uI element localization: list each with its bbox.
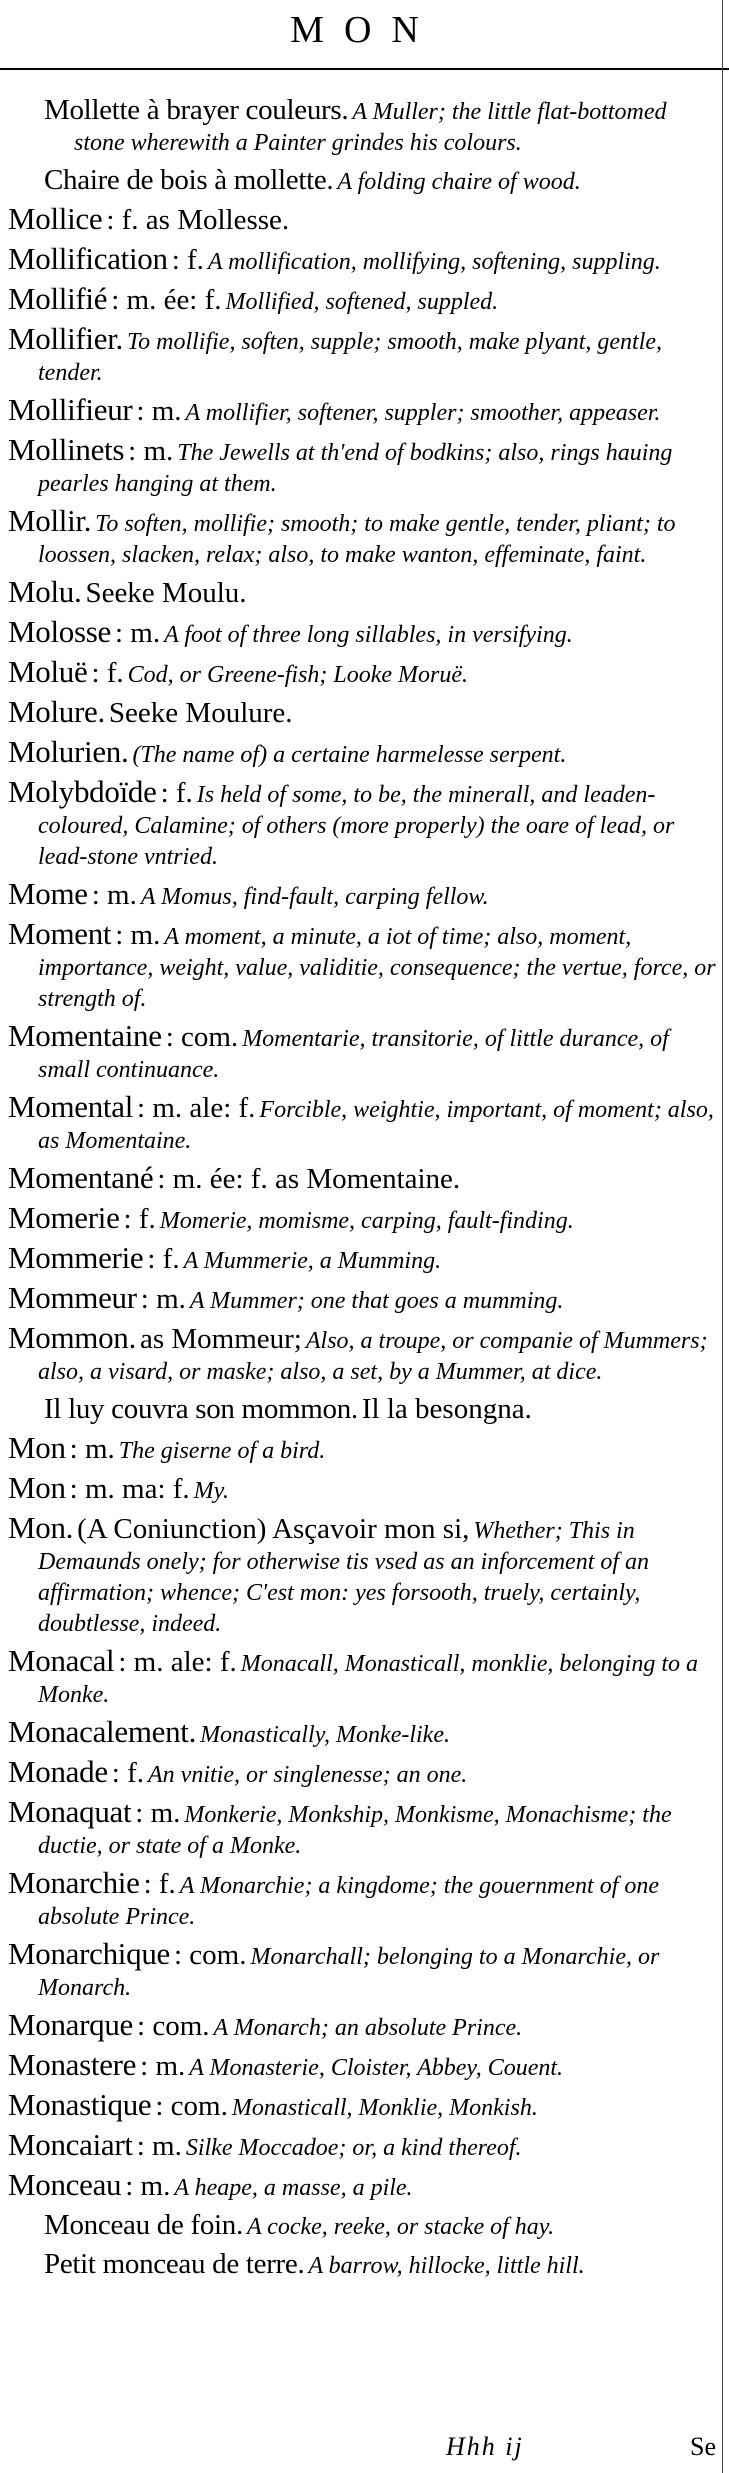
entry-definition: A Monarchie; a kingdome; the gouernment of one absolute Prince. — [38, 1873, 660, 1930]
dictionary-entry — [8, 1794, 720, 1863]
entry-list — [8, 96, 720, 2289]
entry-headword: Monacalement. — [8, 1714, 197, 1749]
entry-headword: Mollir. — [8, 503, 92, 538]
entry-definition: Whether; This in Demaunds onely; for otherwise tis vsed as an inforcement of an affirmation; whence; C'est mon: yes forsooth, truely, certainly, doubtlesse, indeed. — [38, 1518, 650, 1637]
dictionary-entry — [8, 2087, 720, 2125]
entry-headword: Molu. — [8, 574, 82, 609]
dictionary-entry — [8, 774, 720, 874]
entry-definition: Monacall, Monasticall, monklie, belonging to a Monke. — [38, 1651, 699, 1708]
entry-headword: Il luy couvra son mommon. — [44, 1393, 358, 1425]
entry-headword: Momerie — [8, 1200, 120, 1235]
entry-grammar: : m. — [114, 617, 161, 649]
entry-headword: Monarque — [8, 2007, 134, 2042]
dictionary-entry — [8, 392, 720, 430]
entry-definition: A cocke, reeke, or stacke of hay. — [246, 2214, 555, 2240]
entry-headword: Monade — [8, 1754, 108, 1789]
entry-grammar: : m. — [125, 2170, 171, 2202]
entry-headword: Moncaiart — [8, 2127, 133, 2162]
entry-headword: Molosse — [8, 614, 111, 649]
entry-definition: To soften, mollifie; smooth; to make gentle, tender, pliant; to loossen, slacken, relax; also, to make wanton, effeminate, faint. — [38, 511, 676, 568]
entry-definition: (The name of) a certaine harmelesse serpent. — [132, 742, 567, 768]
entry-definition: A Monasterie, Cloister, Abbey, Couent. — [189, 2055, 564, 2081]
entry-grammar: : m. ale: f. — [118, 1646, 237, 1678]
dictionary-entry — [8, 281, 720, 319]
dictionary-entry — [8, 1754, 720, 1792]
entry-grammar: : m. — [135, 1797, 181, 1829]
entry-headword: Molybdoïde — [8, 774, 157, 809]
catchword: Se — [690, 2432, 716, 2461]
entry-definition: An vnitie, or singlenesse; an one. — [148, 1762, 468, 1788]
dictionary-entry — [8, 2007, 720, 2045]
entry-grammar: : com. — [155, 2090, 228, 2122]
entry-headword: Mollice — [8, 201, 103, 236]
entry-definition: My. — [193, 1478, 230, 1504]
entry-headword: Monarchie — [8, 1865, 140, 1900]
entry-definition: Monkerie, Monkship, Monkisme, Monachisme; the ductie, or state of a Monke. — [38, 1802, 672, 1859]
entry-definition: A moment, a minute, a iot of time; also, moment, importance, weight, value, validitie, consequence; the vertue, force, or strength of. — [38, 924, 716, 1012]
dictionary-entry — [8, 1510, 720, 1641]
entry-headword: Moment — [8, 916, 112, 951]
entry-definition: Cod, or Greene-fish; Looke Moruë. — [127, 662, 469, 688]
entry-grammar: : m. — [140, 2050, 186, 2082]
entry-grammar: : m. — [140, 1283, 186, 1315]
entry-definition: A Mummer; one that goes a mumming. — [189, 1288, 564, 1314]
entry-definition: Monarchall; belonging to a Monarchie, or Monarch. — [38, 1944, 660, 2001]
entry-grammar: Seeke Moulu. — [85, 577, 247, 609]
entry-definition: Is held of some, to be, the minerall, and leaden-coloured, Calamine; of others (more properly) the oare of lead, or lead-stone vntried. — [38, 782, 675, 870]
entry-definition: A foot of three long sillables, in versifying. — [164, 622, 573, 648]
entry-headword: Monastique — [8, 2087, 152, 2122]
header-rule — [0, 68, 729, 70]
dictionary-entry — [8, 574, 720, 612]
entry-headword: Mon. — [8, 1510, 74, 1545]
dictionary-entry — [8, 1240, 720, 1278]
dictionary-entry — [8, 1200, 720, 1238]
entry-definition: A Mummerie, a Mumming. — [183, 1248, 442, 1274]
entry-grammar: : com. — [165, 1021, 239, 1053]
entry-headword: Mommeur — [8, 1280, 137, 1315]
dictionary-entry — [8, 321, 720, 390]
dictionary-entry — [8, 734, 720, 772]
entry-definition: Forcible, weightie, important, of moment; also, as Momentaine. — [38, 1097, 714, 1154]
entry-headword: Mollifieur — [8, 392, 133, 427]
dictionary-entry — [8, 1470, 720, 1508]
entry-grammar: : m. ma: f. — [69, 1473, 190, 1505]
entry-headword: Mon — [8, 1430, 66, 1465]
entry-headword: Mollette à brayer couleurs. — [44, 94, 349, 126]
entry-headword: Petit monceau de terre. — [44, 2248, 305, 2280]
entry-headword: Mommon. — [8, 1320, 136, 1355]
entry-definition: A Monarch; an absolute Prince. — [213, 2015, 523, 2041]
entry-definition: Monasticall, Monklie, Monkish. — [231, 2095, 538, 2121]
entry-definition: A mollification, mollifying, softening, suppling. — [207, 249, 661, 275]
entry-headword: Monceau — [8, 2167, 122, 2202]
dictionary-entry — [8, 1320, 720, 1389]
entry-grammar: : m. — [69, 1433, 115, 1465]
entry-headword: Monacal — [8, 1643, 115, 1678]
entry-grammar: : com. — [173, 1939, 247, 1971]
entry-definition: A mollifier, softener, suppler; smoother, appeaser. — [185, 400, 661, 426]
entry-grammar: : m. — [91, 879, 137, 911]
entry-grammar: : f. — [160, 777, 193, 809]
dictionary-entry — [8, 694, 720, 732]
dictionary-entry — [8, 876, 720, 914]
entry-headword: Mollifier. — [8, 321, 123, 356]
subentry — [8, 2211, 720, 2244]
dictionary-entry — [8, 1430, 720, 1468]
dictionary-entry — [8, 201, 720, 239]
page-footer — [0, 2432, 729, 2468]
entry-headword: Mome — [8, 876, 88, 911]
entry-grammar: : m. — [115, 919, 161, 951]
dictionary-entry — [8, 1643, 720, 1712]
entry-headword: Mommerie — [8, 1240, 144, 1275]
entry-grammar: : m. ée: f. — [111, 284, 222, 316]
entry-grammar: : f. — [111, 1757, 145, 1789]
entry-grammar: : f. — [147, 1243, 180, 1275]
entry-definition: A Momus, find-fault, carping fellow. — [140, 884, 489, 910]
dictionary-entry — [8, 916, 720, 1016]
dictionary-entry — [8, 2127, 720, 2165]
entry-grammar: : m. ée: f. as Momentaine. — [157, 1163, 461, 1195]
page-header-title: MON — [290, 9, 439, 51]
entry-headword: Monarchique — [8, 1936, 170, 1971]
entry-headword: Momentaine — [8, 1018, 162, 1053]
dictionary-entry — [8, 432, 720, 501]
entry-definition: A folding chaire of wood. — [337, 169, 581, 195]
dictionary-entry — [8, 241, 720, 279]
entry-headword: Mon — [8, 1470, 66, 1505]
entry-grammar: (A Coniunction) Asçavoir mon si, — [77, 1513, 470, 1545]
entry-headword: Molurien. — [8, 734, 129, 769]
entry-definition: Momerie, momisme, carping, fault-finding. — [159, 1208, 574, 1234]
subentry — [8, 96, 720, 160]
dictionary-entry — [8, 1714, 720, 1752]
entry-headword: Chaire de bois à mollette. — [44, 164, 334, 196]
entry-grammar: : f. — [123, 1203, 156, 1235]
entry-definition: The giserne of a bird. — [118, 1438, 326, 1464]
subentry — [8, 166, 720, 199]
entry-grammar: : m. — [136, 2130, 182, 2162]
entry-headword: Molure. — [8, 694, 105, 729]
entry-headword: Momental — [8, 1089, 134, 1124]
entry-headword: Monastere — [8, 2047, 137, 2082]
entry-headword: Monaquat — [8, 1794, 132, 1829]
dictionary-entry — [8, 1936, 720, 2005]
entry-grammar: Il la besongna. — [361, 1393, 532, 1425]
entry-definition: Monastically, Monke-like. — [200, 1722, 450, 1748]
entry-grammar: as Mommeur; — [139, 1323, 302, 1355]
page-edge-line — [722, 0, 723, 2473]
entry-definition: Momentarie, transitorie, of little durance, of small continuance. — [38, 1026, 669, 1083]
dictionary-entry — [8, 654, 720, 692]
dictionary-entry — [8, 1280, 720, 1318]
entry-definition: A Muller; the little flat-bottomed stone wherewith a Painter grindes his colours. — [74, 99, 667, 156]
entry-definition: The Jewells at th'end of bodkins; also, rings hauing pearles hanging at them. — [38, 440, 673, 497]
entry-definition: Mollified, softened, suppled. — [225, 289, 499, 315]
entry-headword: Moluë — [8, 654, 88, 689]
entry-headword: Mollinets — [8, 432, 125, 467]
subentry — [8, 2250, 720, 2283]
entry-headword: Momentané — [8, 1160, 154, 1195]
entry-headword: Mollification — [8, 241, 168, 276]
dictionary-entry — [8, 1160, 720, 1198]
dictionary-entry — [8, 503, 720, 572]
dictionary-entry — [8, 1865, 720, 1934]
entry-grammar: : f. as Mollesse. — [106, 204, 290, 236]
dictionary-entry — [8, 2167, 720, 2205]
dictionary-entry — [8, 1089, 720, 1158]
dictionary-entry — [8, 1018, 720, 1087]
entry-grammar: : f. — [171, 244, 204, 276]
signature-mark: Hhh ij — [446, 2432, 524, 2461]
entry-grammar: Seeke Moulure. — [108, 697, 293, 729]
entry-definition: To mollifie, soften, supple; smooth, make plyant, gentle, tender. — [38, 329, 663, 386]
dictionary-entry — [8, 2047, 720, 2085]
entry-grammar: : m. — [128, 435, 174, 467]
entry-grammar: : f. — [91, 657, 124, 689]
entry-definition: Silke Moccadoe; or, a kind thereof. — [185, 2135, 522, 2161]
entry-definition: A barrow, hillocke, little hill. — [308, 2253, 585, 2279]
entry-headword: Mollifié — [8, 281, 108, 316]
dictionary-entry — [8, 614, 720, 652]
entry-definition: Also, a troupe, or companie of Mummers; also, a visard, or maske; also, a set, by a Mummer, at dice. — [38, 1328, 708, 1385]
entry-definition: A heape, a masse, a pile. — [174, 2175, 413, 2201]
subentry — [8, 1395, 720, 1428]
entry-grammar: : m. ale: f. — [137, 1092, 256, 1124]
entry-grammar: : com. — [137, 2010, 210, 2042]
entry-grammar: : f. — [143, 1868, 176, 1900]
entry-headword: Monceau de foin. — [44, 2209, 243, 2241]
entry-grammar: : m. — [136, 395, 182, 427]
